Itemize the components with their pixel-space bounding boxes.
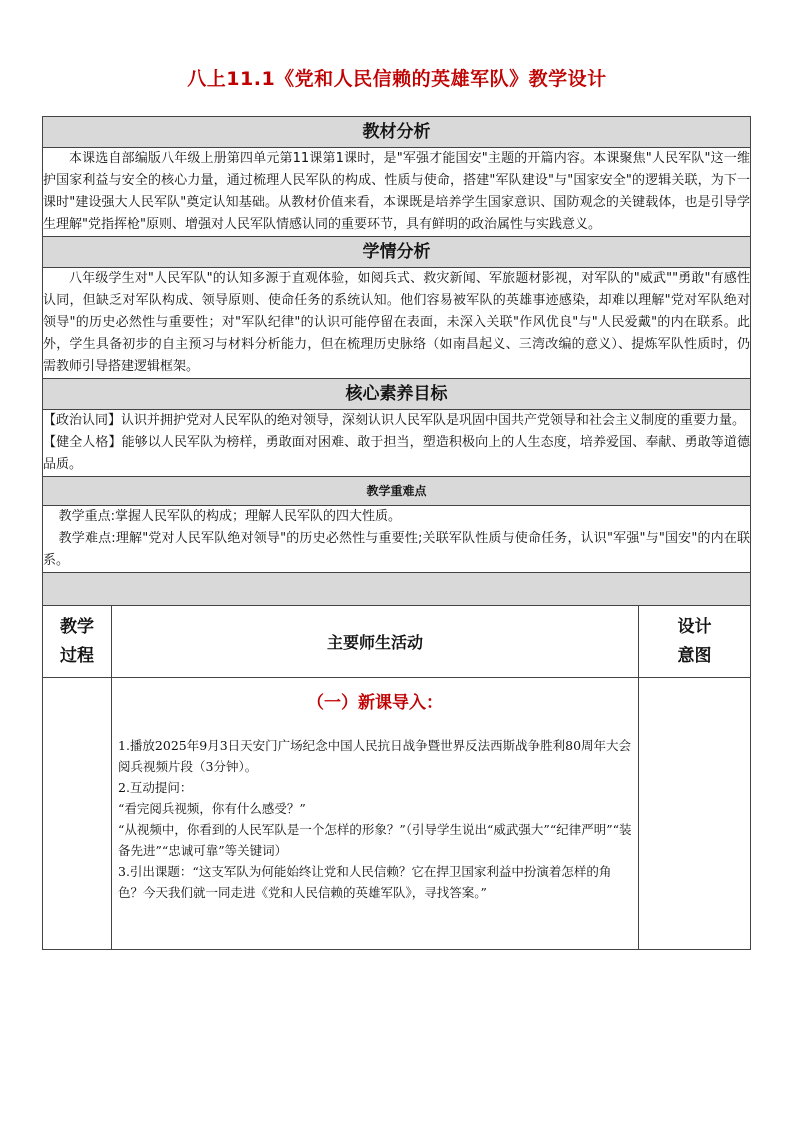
intro-question-1: “看完阅兵视频，你有什么感受？” [118, 801, 306, 816]
goal-political-identity: 【政治认同】认识并拥护党对人民军队的绝对领导，深刻认识人民军队是巩固中国共产党领导和社会主义制度的重要力量。 [43, 413, 746, 428]
col-header-activity: 主要师生活动 [112, 606, 639, 678]
col-header-design-line-1: 设计 [677, 616, 712, 637]
intro-step-2: 2.互动提问： [118, 780, 193, 795]
stage-intro-row [43, 678, 751, 950]
key-point-difficulty: 教学难点:理解"党对人民军队绝对领导"的历史必然性与重要性;关联军队性质与使命任务，认识"军强"与"国安"的内在联系。 [43, 531, 750, 568]
student-analysis-heading: 学情分析 [43, 237, 751, 268]
student-analysis-header-row [43, 237, 751, 268]
textbook-analysis-body-row [43, 148, 751, 237]
stage-intro-activity-cell [112, 678, 639, 950]
blank-separator-cell [43, 573, 751, 606]
student-analysis-body [43, 268, 751, 379]
core-goals-body [43, 410, 751, 477]
core-goals-header-row [43, 379, 751, 410]
textbook-analysis-paragraph: 本课选自部编版八年级上册第四单元第11课第1课时，是"军强才能国安"主题的开篇内容。本课聚焦"人民军队"这一维护国家利益与安全的核心力量，通过梳理人民军队的构成、性质与使命，搭建"军队建设"与"国家安全"的逻辑关联，为下一课时"建设强大人民军队"奠定认知基础。从教材价值来看，本课既是培养学生国家意识、国防观念的关键载体，也是引导学生理解"党指挥枪"原则、增强对人民军队情感认同的重要环节，具有鲜明的政治属性与实践意义。 [43, 151, 750, 232]
core-goals-heading: 核心素养目标 [43, 379, 751, 410]
intro-question-2: “从视频中，你看到的人民军队是一个怎样的形象？”（引导学生说出“威武强大”“纪律严明”“装备先进”“忠诚可靠”等关键词） [118, 822, 632, 858]
blank-separator-row [43, 573, 751, 606]
stage-intro-design-cell [639, 678, 751, 950]
key-points-body [43, 506, 751, 573]
textbook-analysis-body [43, 148, 751, 237]
intro-step-3: 3.引出课题：“这支军队为何能始终让党和人民信赖？它在捍卫国家利益中扮演着怎样的角色？今天我们就一同走进《党和人民信赖的英雄军队》，寻找答案。” [118, 864, 612, 900]
student-analysis-body-row [43, 268, 751, 379]
key-points-header-row [43, 477, 751, 506]
key-points-heading: 教学重难点 [43, 477, 751, 506]
goal-healthy-personality: 【健全人格】能够以人民军队为榜样，勇敢面对困难、敢于担当，塑造积极向上的人生态度，培养爱国、奉献、勇敢等道德品质。 [43, 435, 750, 472]
key-point-focus: 教学重点:掌握人民军队的构成；理解人民军队的四大性质。 [58, 509, 401, 524]
document-title: 八上11.1《党和人民信赖的英雄军队》教学设计 [187, 68, 607, 90]
key-points-body-row [43, 506, 751, 573]
process-column-header-row [43, 606, 751, 678]
col-header-design-line-2: 意图 [677, 645, 712, 666]
col-header-process [43, 606, 112, 678]
core-goals-body-row [43, 410, 751, 477]
textbook-analysis-header-row [43, 117, 751, 148]
col-header-process-line-2: 过程 [60, 645, 94, 666]
intro-step-1: 1.播放2025年9月3日天安门广场纪念中国人民抗日战争暨世界反法西斯战争胜利80周年大会阅兵视频片段（3分钟）。 [118, 738, 632, 774]
col-header-process-line-1: 教学 [60, 616, 94, 637]
textbook-analysis-heading: 教材分析 [43, 117, 751, 148]
student-analysis-paragraph: 八年级学生对"人民军队"的认知多源于直观体验，如阅兵式、救灾新闻、军旅题材影视，对军队的"威武""勇敢"有感性认同，但缺乏对军队构成、领导原则、使命任务的系统认知。他们容易被军队的英雄事迹感染，却难以理解"党对军队绝对领导"的历史必然性与重要性；对"军队纪律"的认识可能停留在表面，未深入关联"作风优良"与"人民爱戴"的内在联系。此外，学生具备初步的自主预习与材料分析能力，但在梳理历史脉络（如南昌起义、三湾改编的意义）、提炼军队性质时，仍需教师引导搭建逻辑框架。 [43, 271, 750, 374]
stage-intro-process-cell [43, 678, 112, 950]
stage-intro-title: （一）新课导入： [307, 693, 443, 713]
col-header-design [639, 606, 751, 678]
lesson-plan-table [42, 116, 751, 950]
